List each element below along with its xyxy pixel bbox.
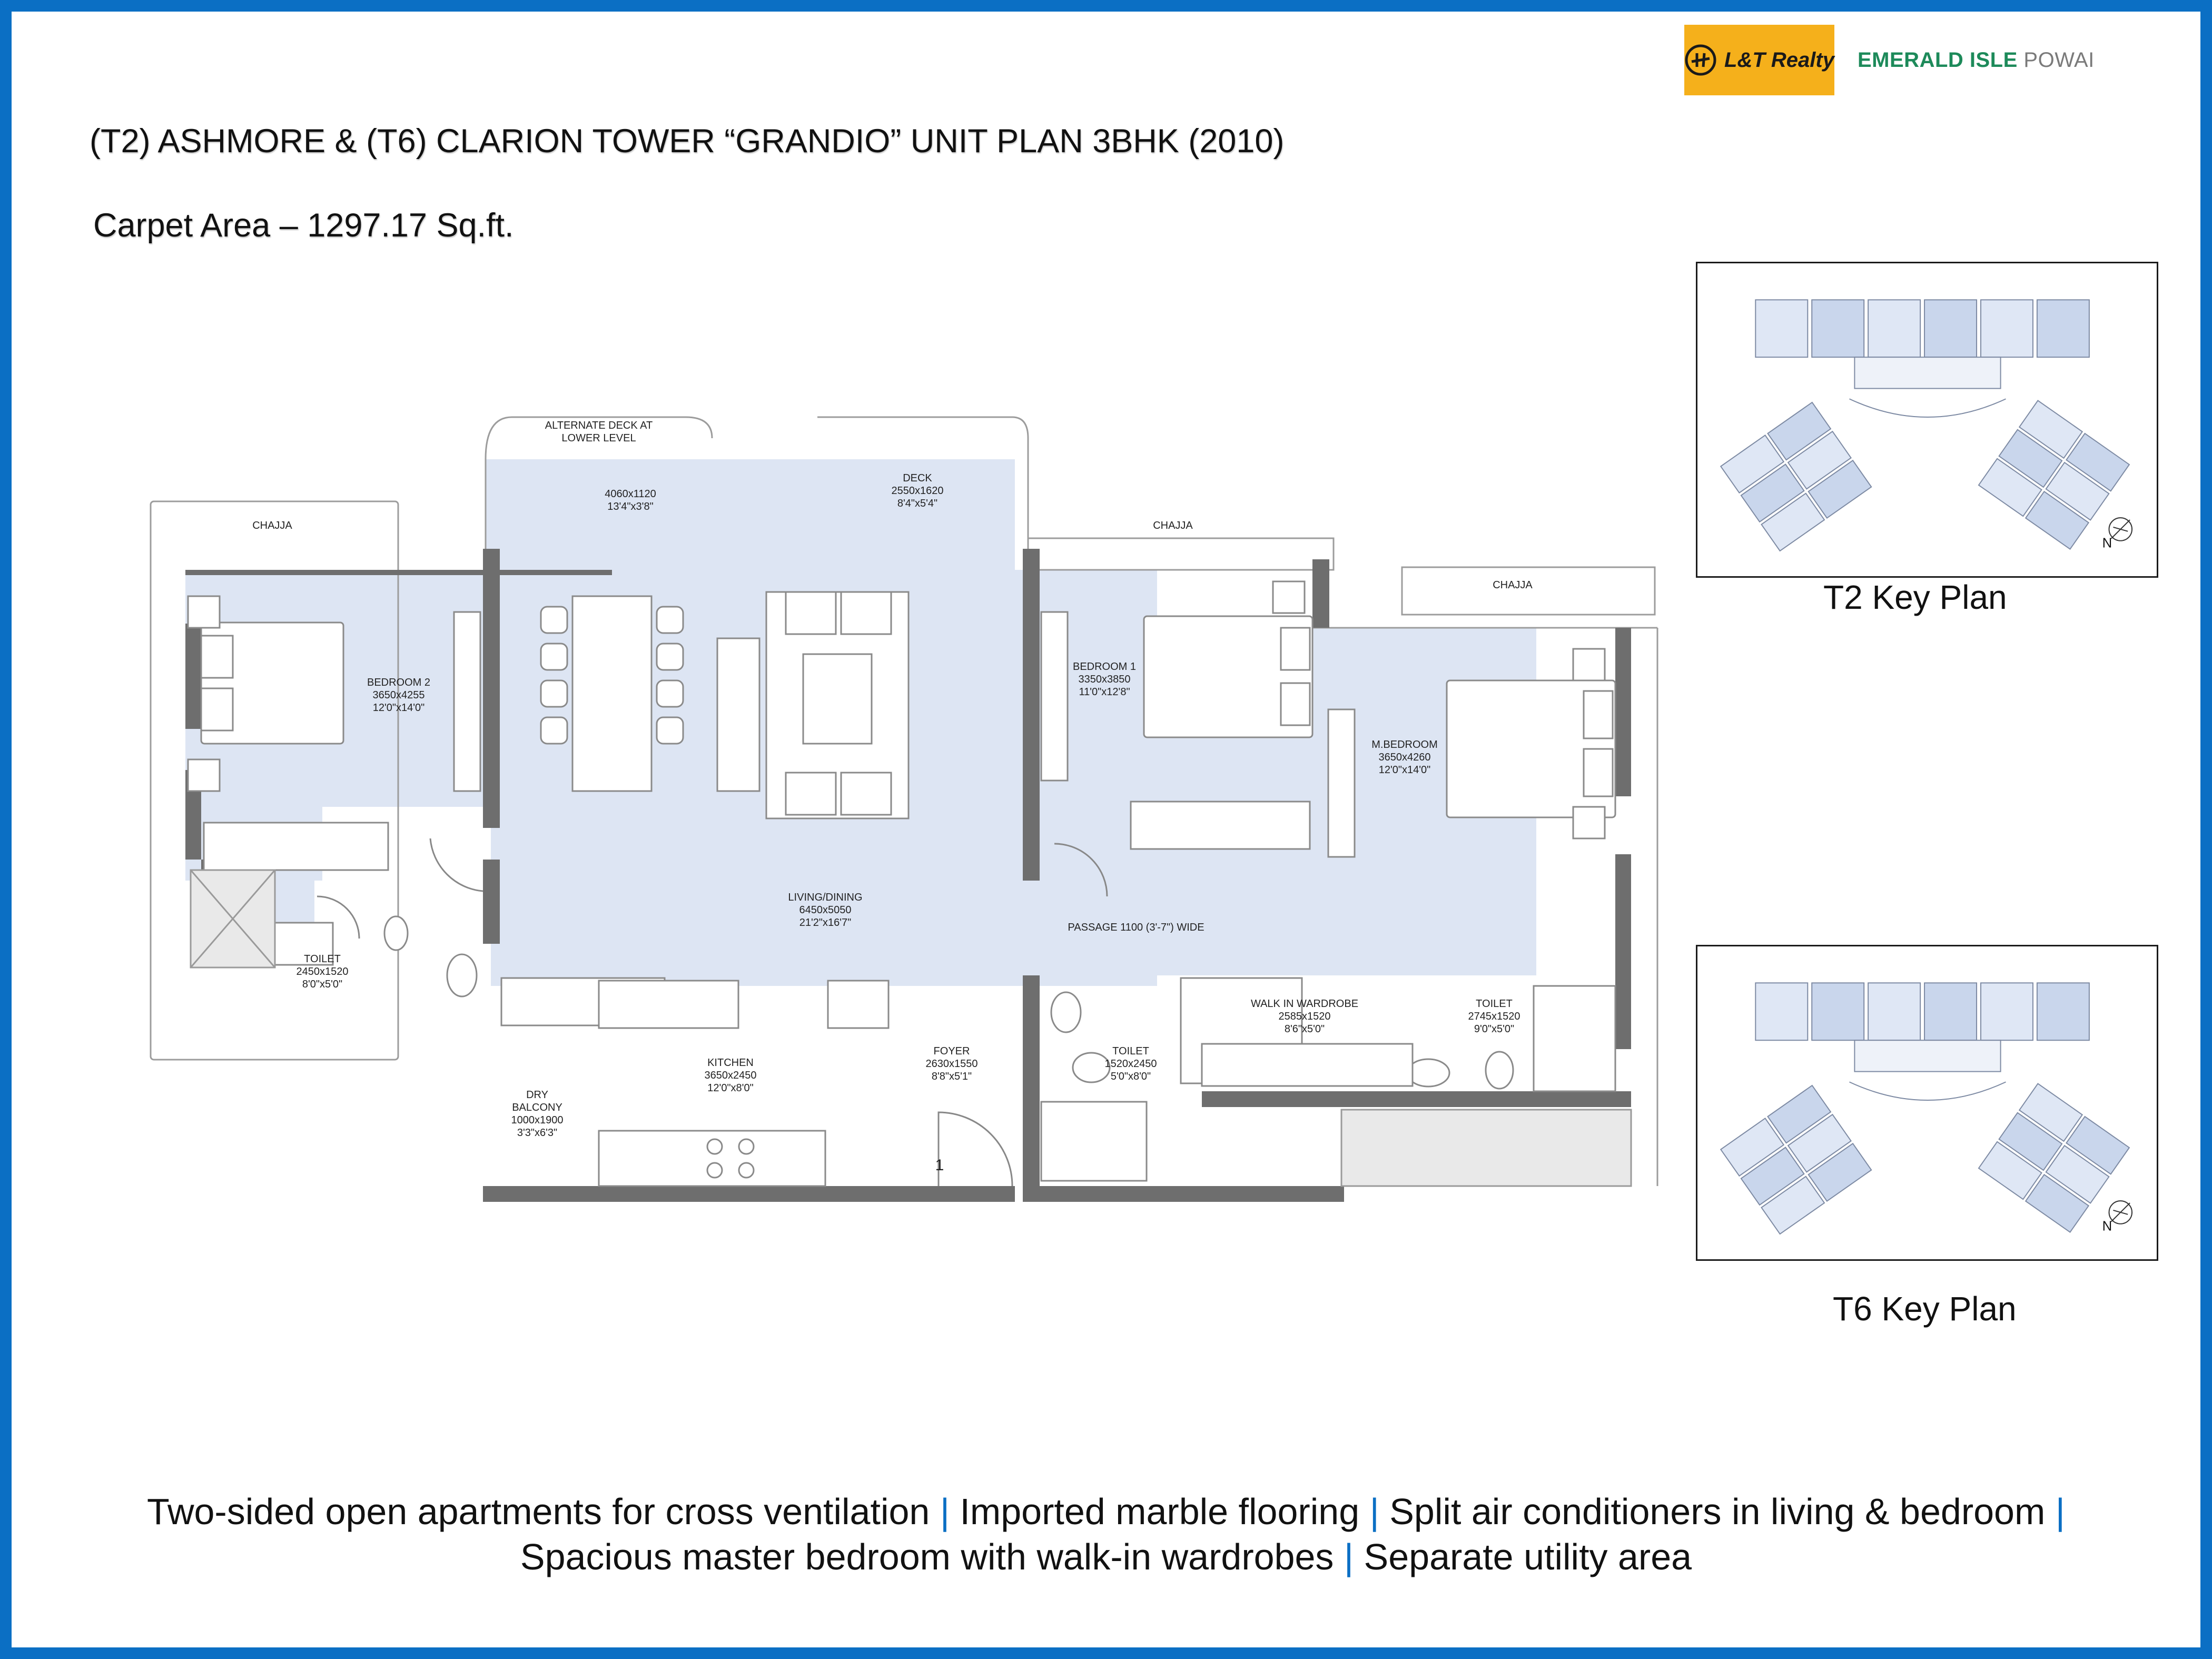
features-line-1 [12, 1489, 2200, 1534]
label-bedroom1: BEDROOM 1 3350x3850 11'0"x12'8" [1072, 661, 1137, 698]
feature-item: Two-sided open apartments for cross ventilation [147, 1491, 930, 1532]
label-chajja-left: CHAJJA [252, 520, 292, 531]
feature-item: Spacious master bedroom with walk-in wardrobes [520, 1536, 1334, 1577]
t2-key-plan-label: T2 Key Plan [1823, 578, 2007, 616]
company-name: L&T Realty [1724, 48, 1834, 72]
feature-separator: | [1344, 1536, 1354, 1577]
label-toilet-mid: TOILET 1520x2450 5'0"x8'0" [1104, 1045, 1157, 1082]
carpet-area: Carpet Area – 1297.17 Sq.ft. [93, 207, 514, 244]
feature-item: Imported marble flooring [960, 1491, 1360, 1532]
label-chajja-mid: CHAJJA [1153, 520, 1193, 531]
label-walk-in: WALK IN WARDROBE 2585x1520 8'6"x5'0" [1250, 998, 1359, 1035]
label-alt-deck: ALTERNATE DECK AT LOWER LEVEL [545, 420, 653, 444]
t6-key-plan-drawing [1697, 946, 2157, 1259]
label-kitchen: KITCHEN 3650x2450 12'0"x8'0" [704, 1057, 757, 1094]
t2-key-plan-drawing [1697, 263, 2157, 576]
label-living: LIVING/DINING 6450x5050 21'2"x16'7" [788, 892, 863, 929]
feature-separator: | [940, 1491, 950, 1532]
label-toilet-right: TOILET 2745x1520 9'0"x5'0" [1468, 998, 1520, 1035]
label-deck-size: 4060x1120 13'4"x3'8" [605, 488, 656, 512]
unit-floor-plan [143, 396, 1660, 1233]
t6-key-plan-image [1696, 945, 2158, 1261]
project-name: EMERALD ISLE POWAI [1858, 48, 2095, 72]
lt-realty-logo [1684, 25, 1834, 95]
label-toilet-left: TOILET 2450x1520 8'0"x5'0" [296, 953, 349, 990]
feature-item: Separate utility area [1364, 1536, 1692, 1577]
feature-item: Split air conditioners in living & bedroom [1389, 1491, 2046, 1532]
feature-separator: | [2055, 1491, 2065, 1532]
label-dry-balcony: DRY BALCONY 1000x1900 3'3"x6'3" [511, 1089, 564, 1139]
brand-header [1684, 25, 2095, 95]
label-bedroom2: BEDROOM 2 3650x4255 12'0"x14'0" [367, 677, 431, 714]
page-title: (T2) ASHMORE & (T6) CLARION TOWER “GRANDIO” UNIT PLAN 3BHK (2010) [90, 123, 1285, 160]
features-line-2 [12, 1534, 2200, 1579]
label-passage: PASSAGE 1100 (3'-7") WIDE [1068, 922, 1204, 933]
label-mbedroom: M.BEDROOM 3650x4260 12'0"x14'0" [1371, 739, 1438, 776]
label-chajja-right: CHAJJA [1493, 579, 1533, 591]
features-list [12, 1489, 2200, 1579]
feature-separator: | [1369, 1491, 1379, 1532]
floor-plan-drawing [143, 396, 1660, 1233]
label-deck: DECK 2550x1620 8'4"x5'4" [891, 472, 944, 509]
t6-key-plan-label: T6 Key Plan [1833, 1290, 2017, 1328]
svg-text:N: N [2102, 536, 2112, 551]
t2-key-plan-image [1696, 262, 2158, 578]
svg-text:N: N [2102, 1219, 2112, 1234]
label-entry: 1 [935, 1157, 944, 1174]
label-foyer: FOYER 2630x1550 8'8"x5'1" [925, 1045, 978, 1082]
lt-emblem-icon [1684, 44, 1717, 76]
